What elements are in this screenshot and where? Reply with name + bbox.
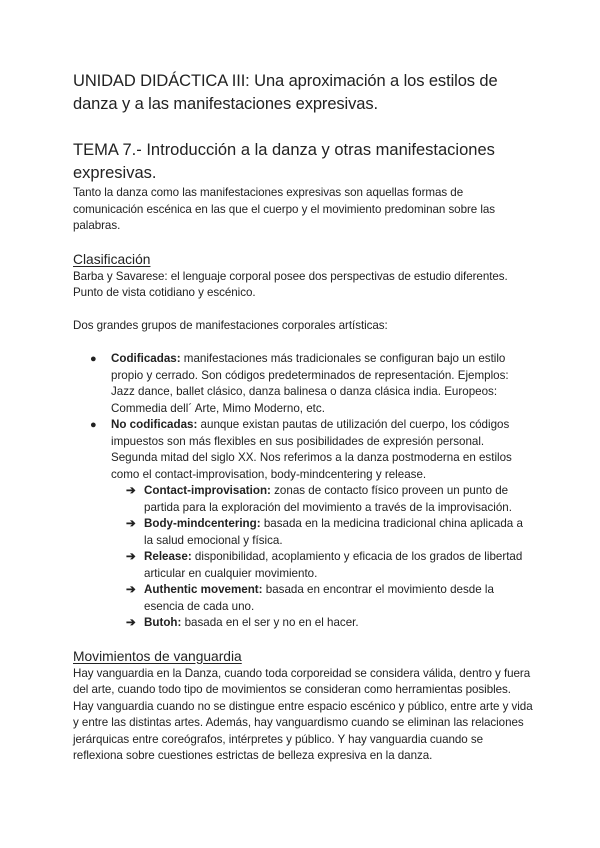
sub-list-item (110, 582, 533, 615)
sub-item-term: Butoh: (144, 616, 182, 629)
sub-item-term: Release: (144, 550, 192, 563)
vanguardia-paragraph: Hay vanguardia en la Danza, cuando toda corporeidad se considera válida, dentro y fuera del arte, cuando todo tipo de movimientos se consideran como herramientas posibles. Hay vanguardia cuando no se distingue entre espacio escénico y público, entre arte y vida y entre las distintas artes. Además, hay vanguardismo cuando se eliminan las relaciones jerárquicas entre coreógrafos, intérpretes y público. Y hay vanguardia cuando se reflexiona sobre cuestiones estrictas de belleza expresiva en la danza. (73, 666, 533, 762)
section-heading-clasificacion: Clasificación (73, 251, 151, 267)
sub-item-text: basada en la medicina tradicional china aplicada a la salud emocional y física. (144, 517, 523, 547)
sub-item-term: Body-mindcentering: (144, 517, 261, 530)
list-item-term: No codificadas: (111, 418, 198, 431)
arrow-list (73, 483, 533, 632)
arrow-right-icon: ➔ (126, 484, 136, 497)
sub-list-item (110, 549, 533, 582)
arrow-right-icon: ➔ (126, 583, 136, 596)
sub-item-text: zonas de contacto físico proveen un punto de partida para la exploración del movimiento a través de la improvisación. (144, 484, 512, 514)
list-item-term: Codificadas: (111, 352, 181, 365)
groups-intro-paragraph: Dos grandes grupos de manifestaciones corporales artísticas: (73, 319, 388, 332)
intro-paragraph: Tanto la danza como las manifestaciones expresivas son aquellas formas de comunicación escénica en las que el cuerpo y el movimiento predominan sobre las palabras. (73, 186, 496, 232)
section-heading-vanguardia: Movimientos de vanguardia (73, 648, 242, 664)
document-page (73, 70, 533, 765)
arrow-right-icon: ➔ (126, 550, 136, 563)
sub-item-term: Contact-improvisation: (144, 484, 271, 497)
list-item (73, 351, 533, 417)
list-item-text: aunque existan pautas de utilización del cuerpo, los códigos impuestos son más flexibles en sus posibilidades de expresión personal. Segunda mitad del siglo XX. Nos referimos a la danza postmoderna en estilos como el contact-improvisation, body-mindcentering y release. (111, 418, 512, 481)
clasificacion-paragraph: Barba y Savarese: el lenguaje corporal posee dos perspectivas de estudio diferentes. Punto de vista cotidiano y escénico. (73, 269, 508, 299)
bullet-icon: ● (90, 353, 97, 365)
unit-title: UNIDAD DIDÁCTICA III: Una aproximación a los estilos de danza y a las manifestaciones expresivas. (73, 72, 498, 113)
list-item (73, 417, 533, 483)
sub-item-text: disponibilidad, acoplamiento y eficacia de los grados de libertad articular en cualquier movimiento. (144, 550, 523, 580)
topic-title: TEMA 7.- Introducción a la danza y otras manifestaciones expresivas. (73, 141, 495, 182)
sub-item-text: basada en encontrar el movimiento desde la esencia de cada uno. (144, 583, 494, 613)
arrow-right-icon: ➔ (126, 616, 136, 629)
bullet-list (73, 351, 533, 483)
sub-list-item (110, 483, 533, 516)
arrow-right-icon: ➔ (126, 517, 136, 530)
sub-list-item (110, 516, 533, 549)
bullet-icon: ● (90, 419, 97, 431)
list-item-text: manifestaciones más tradicionales se configuran bajo un estilo propio y cerrado. Son códigos predeterminados de representación. Ejemplos: Jazz dance, ballet clásico, danza balinesa o danza clásica india. Europeos: Commedia dell´ Arte, Mimo Moderno, etc. (111, 352, 509, 415)
sub-item-term: Authentic movement: (144, 583, 263, 596)
sub-item-text: basada en el ser y no en el hacer. (181, 616, 359, 629)
sub-list-item (110, 615, 533, 632)
